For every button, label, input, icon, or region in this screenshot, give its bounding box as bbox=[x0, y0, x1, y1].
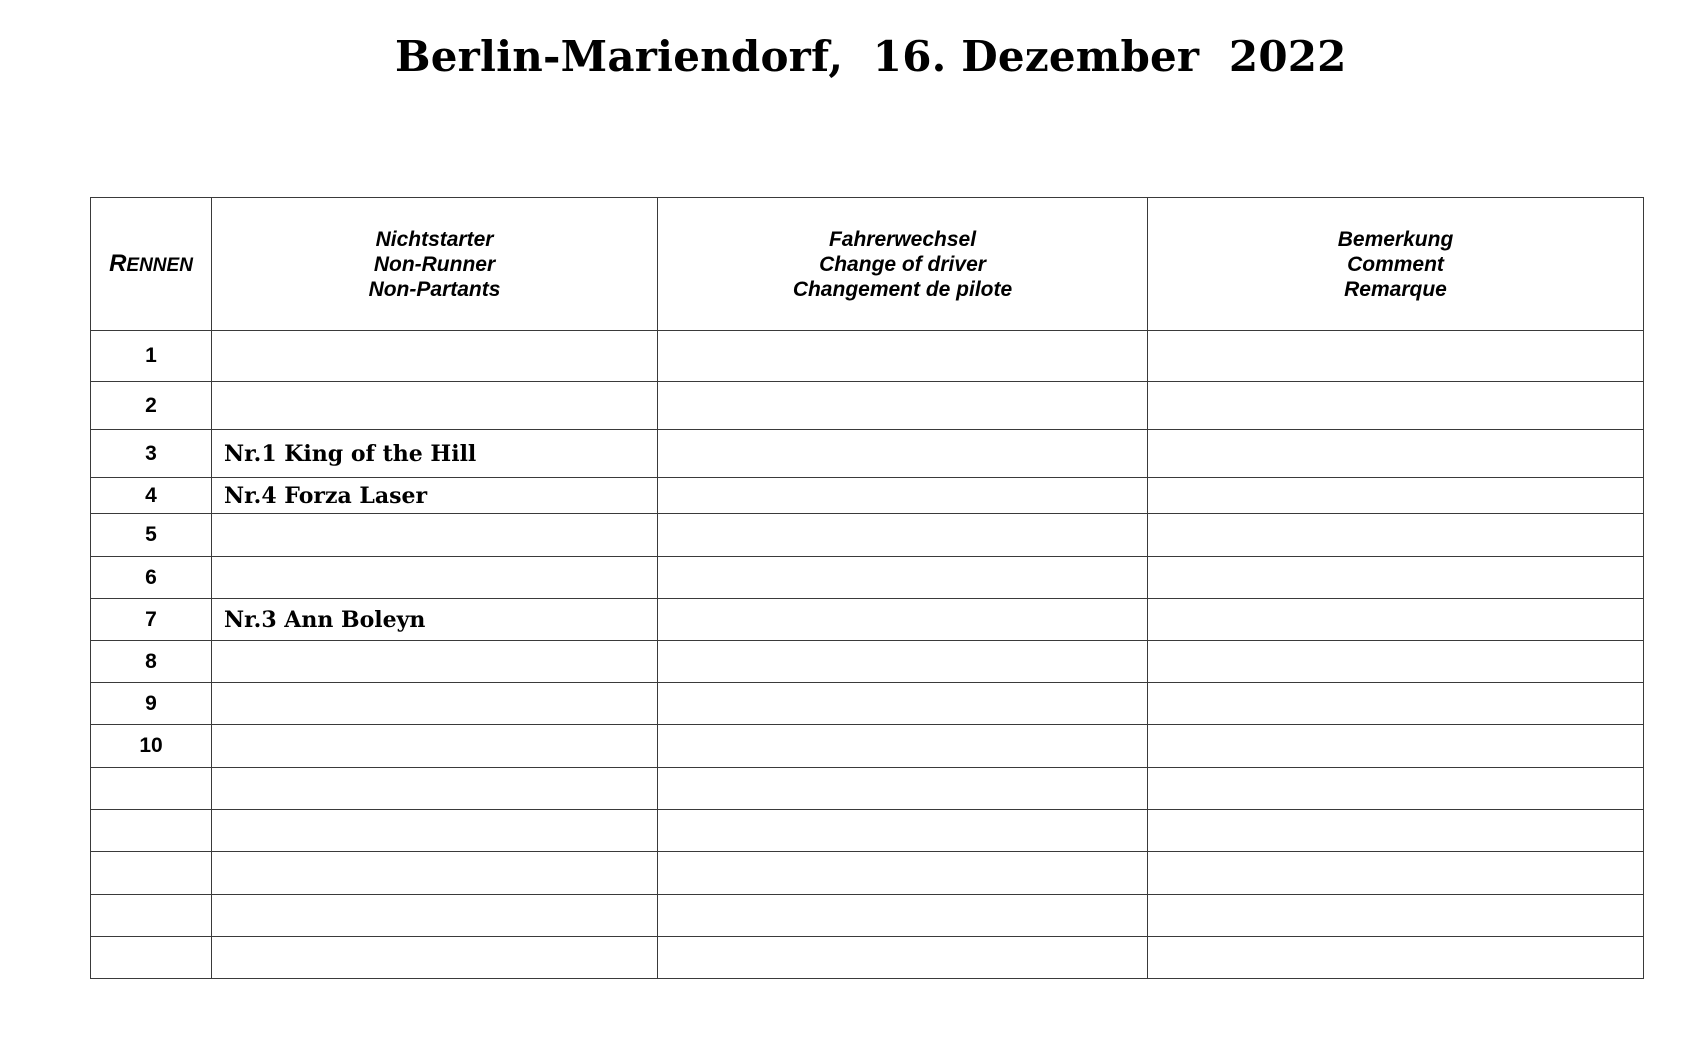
table-row bbox=[91, 382, 1644, 430]
bemerkung-cell bbox=[1148, 599, 1644, 641]
nichtstarter-cell bbox=[212, 810, 658, 852]
bemerkung-cell bbox=[1148, 895, 1644, 937]
table-row bbox=[91, 725, 1644, 768]
rennen-cell: 9 bbox=[91, 683, 212, 725]
table-row bbox=[91, 937, 1644, 979]
table-row bbox=[91, 599, 1644, 641]
fahrerwechsel-cell bbox=[658, 725, 1148, 768]
rennen-cell: 7 bbox=[91, 599, 212, 641]
fahrerwechsel-cell bbox=[658, 810, 1148, 852]
fahrerwechsel-cell bbox=[658, 382, 1148, 430]
nichtstarter-cell bbox=[212, 514, 658, 557]
fahrerwechsel-cell bbox=[658, 557, 1148, 599]
header-nichtstarter-de: Nichtstarter bbox=[375, 227, 494, 251]
fahrerwechsel-cell bbox=[658, 514, 1148, 557]
table-row bbox=[91, 331, 1644, 382]
table-row bbox=[91, 683, 1644, 725]
table-row bbox=[91, 478, 1644, 514]
table-row bbox=[91, 895, 1644, 937]
non-runner-table bbox=[90, 197, 1644, 979]
table-row bbox=[91, 852, 1644, 895]
table-row bbox=[91, 641, 1644, 683]
header-fahrerwechsel-fr: Changement de pilote bbox=[792, 277, 1013, 301]
nichtstarter-cell bbox=[212, 382, 658, 430]
bemerkung-cell bbox=[1148, 478, 1644, 514]
nichtstarter-cell bbox=[212, 641, 658, 683]
fahrerwechsel-cell bbox=[658, 768, 1148, 810]
header-bemerkung-de: Bemerkung bbox=[1337, 227, 1454, 251]
rennen-cell bbox=[91, 810, 212, 852]
bemerkung-cell bbox=[1148, 430, 1644, 478]
rennen-cell bbox=[91, 895, 212, 937]
bemerkung-cell bbox=[1148, 557, 1644, 599]
table-row bbox=[91, 430, 1644, 478]
bemerkung-cell bbox=[1148, 852, 1644, 895]
header-rennen bbox=[91, 198, 212, 331]
fahrerwechsel-cell bbox=[658, 599, 1148, 641]
nichtstarter-cell: Nr.3 Ann Boleyn bbox=[212, 599, 658, 641]
header-nichtstarter bbox=[212, 198, 658, 331]
header-bemerkung bbox=[1148, 198, 1644, 331]
rennen-cell bbox=[91, 852, 212, 895]
rennen-cell: 5 bbox=[91, 514, 212, 557]
header-fahrerwechsel bbox=[658, 198, 1148, 331]
rennen-cell bbox=[91, 937, 212, 979]
bemerkung-cell bbox=[1148, 331, 1644, 382]
nichtstarter-cell bbox=[212, 557, 658, 599]
nichtstarter-cell bbox=[212, 768, 658, 810]
rennen-cell: 4 bbox=[91, 478, 212, 514]
nichtstarter-cell: Nr.4 Forza Laser bbox=[212, 478, 658, 514]
bemerkung-cell bbox=[1148, 641, 1644, 683]
table-row bbox=[91, 557, 1644, 599]
fahrerwechsel-cell bbox=[658, 852, 1148, 895]
header-rennen-rest: ENNEN bbox=[126, 255, 193, 276]
nichtstarter-cell bbox=[212, 331, 658, 382]
rennen-cell: 6 bbox=[91, 557, 212, 599]
fahrerwechsel-cell bbox=[658, 683, 1148, 725]
bemerkung-cell bbox=[1148, 725, 1644, 768]
table-row bbox=[91, 768, 1644, 810]
nichtstarter-cell bbox=[212, 683, 658, 725]
table-row bbox=[91, 810, 1644, 852]
rennen-cell: 8 bbox=[91, 641, 212, 683]
nichtstarter-cell bbox=[212, 852, 658, 895]
fahrerwechsel-cell bbox=[658, 895, 1148, 937]
nichtstarter-cell: Nr.1 King of the Hill bbox=[212, 430, 658, 478]
fahrerwechsel-cell bbox=[658, 937, 1148, 979]
rennen-cell: 1 bbox=[91, 331, 212, 382]
fahrerwechsel-cell bbox=[658, 641, 1148, 683]
bemerkung-cell bbox=[1148, 810, 1644, 852]
fahrerwechsel-cell bbox=[658, 478, 1148, 514]
table-header-row bbox=[91, 198, 1644, 331]
header-fahrerwechsel-en: Change of driver bbox=[819, 252, 986, 276]
bemerkung-cell bbox=[1148, 382, 1644, 430]
header-bemerkung-fr: Remarque bbox=[1344, 277, 1447, 301]
nichtstarter-cell bbox=[212, 725, 658, 768]
header-bemerkung-en: Comment bbox=[1347, 252, 1444, 276]
bemerkung-cell bbox=[1148, 937, 1644, 979]
bemerkung-cell bbox=[1148, 514, 1644, 557]
header-rennen-initial: R bbox=[109, 250, 127, 277]
fahrerwechsel-cell bbox=[658, 331, 1148, 382]
table-row bbox=[91, 514, 1644, 557]
header-fahrerwechsel-de: Fahrerwechsel bbox=[828, 227, 977, 251]
fahrerwechsel-cell bbox=[658, 430, 1148, 478]
page-title: Berlin-Mariendorf, 16. Dezember 2022 bbox=[395, 32, 1347, 81]
rennen-cell: 3 bbox=[91, 430, 212, 478]
bemerkung-cell bbox=[1148, 683, 1644, 725]
header-nichtstarter-en: Non-Runner bbox=[373, 252, 496, 276]
bemerkung-cell bbox=[1148, 768, 1644, 810]
rennen-cell: 10 bbox=[91, 725, 212, 768]
nichtstarter-cell bbox=[212, 895, 658, 937]
rennen-cell: 2 bbox=[91, 382, 212, 430]
header-nichtstarter-fr: Non-Partants bbox=[368, 277, 501, 301]
nichtstarter-cell bbox=[212, 937, 658, 979]
rennen-cell bbox=[91, 768, 212, 810]
